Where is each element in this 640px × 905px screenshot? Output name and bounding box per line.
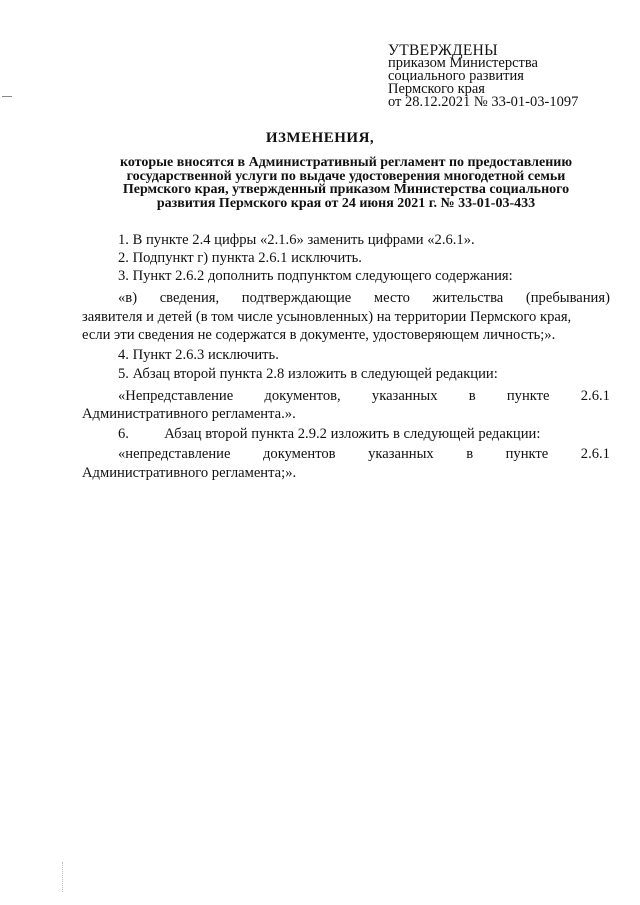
item-5: 5. Абзац второй пункта 2.8 изложить в следующей редакции:	[118, 366, 498, 382]
word: пункте	[506, 388, 550, 404]
word: пункте	[505, 446, 549, 462]
word: подтверждающие	[241, 290, 352, 306]
item-3-quote-line-1	[82, 290, 610, 307]
item-3-quote-line-2: заявителя и детей (в том числе усыновленных) на территории Пермского края,	[82, 309, 572, 325]
scan-mark	[62, 862, 67, 892]
word: в	[466, 446, 474, 462]
word: «непредставление	[118, 446, 231, 462]
word: (пребывания)	[525, 290, 610, 306]
item-6	[82, 426, 610, 443]
approval-line: Пермского края	[388, 81, 485, 97]
item-1: 1. В пункте 2.4 цифры «2.1.6» заменить цифрами «2.6.1».	[118, 232, 475, 248]
approval-line: от 28.12.2021 № 33-01-03-1097	[388, 94, 579, 110]
item-6-text: Абзац второй пункта 2.9.2 изложить в следующей редакции:	[164, 426, 541, 442]
binding-mark	[2, 96, 12, 99]
word: место	[373, 290, 410, 306]
item-6-quote-line-2: Административного регламента;».	[82, 465, 297, 481]
word: «Непредставление	[118, 388, 234, 404]
word: документов,	[264, 388, 341, 404]
word: указанных	[371, 388, 438, 404]
word: указанных	[368, 446, 434, 462]
document-title: ИЗМЕНЕНИЯ,	[265, 130, 375, 146]
item-5-quote-line-1	[82, 388, 610, 405]
document-subtitle	[82, 156, 610, 210]
word: в	[468, 388, 476, 404]
word: документов	[262, 446, 336, 462]
subtitle-line: Пермского края, утвержденный приказом Министерства социального	[122, 182, 570, 197]
item-3: 3. Пункт 2.6.2 дополнить подпунктом следующего содержания:	[118, 268, 513, 284]
item-6-quote-line-1	[82, 446, 610, 463]
approval-line: приказом Министерства	[388, 55, 538, 71]
item-2: 2. Подпункт г) пункта 2.6.1 исключить.	[118, 250, 362, 266]
subtitle-line: которые вносятся в Административный регламент по предоставлению	[119, 155, 573, 170]
approval-line: социального развития	[388, 68, 524, 84]
item-3-quote-line-3: если эти сведения не содержатся в документе, удостоверяющем личность;».	[82, 327, 556, 343]
approval-stamp	[388, 44, 628, 109]
approval-head: УТВЕРЖДЕНЫ	[388, 42, 498, 59]
word: 2.6.1	[580, 446, 610, 462]
word: жительства	[432, 290, 504, 306]
word: «в)	[118, 290, 138, 306]
item-5-quote-line-2: Административного регламента.».	[82, 406, 296, 422]
item-4: 4. Пункт 2.6.3 исключить.	[118, 347, 279, 363]
item-6-number: 6.	[118, 426, 129, 442]
word: сведения,	[159, 290, 220, 306]
subtitle-line: государственной услуги по выдаче удостоверения многодетной семьи	[126, 168, 566, 184]
word: 2.6.1	[580, 388, 610, 404]
subtitle-line: развития Пермского края от 24 июня 2021 г. № 33-01-03-433	[156, 195, 536, 211]
